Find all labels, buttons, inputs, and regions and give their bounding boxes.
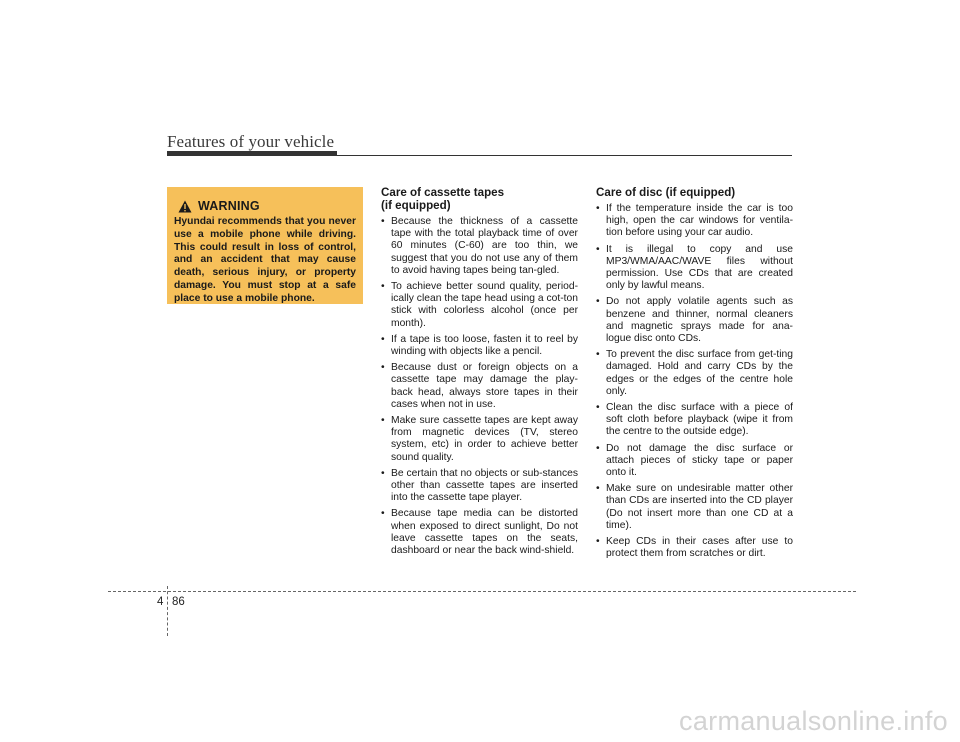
chapter-number: 4 — [157, 596, 164, 608]
list-item: • If the temperature inside the car is too high, open the car windows for ventila-tion before using your car audio. — [596, 203, 793, 240]
list-item: • Because the thickness of a cassette tape with the total playback time of over 60 minutes (C-60) are too thin, we suggest that you do not use any of them to avoid having tapes being tan-gled. — [381, 216, 578, 277]
footer-divider — [108, 591, 856, 592]
list-item: • If a tape is too loose, fasten it to reel by winding with objects like a pencil. — [381, 334, 578, 358]
list-item: • Be certain that no objects or sub-stances other than cassette tapes are inserted into the cassette tape player. — [381, 468, 578, 505]
list-item: • Make sure on undesirable matter other than CDs are inserted into the CD player (Do not insert more than one CD at a time). — [596, 483, 793, 532]
list-item: • Clean the disc surface with a piece of soft cloth before playback (wipe it from the centre to the outside edge). — [596, 402, 793, 439]
watermark-text: carmanualsonline.info — [679, 706, 948, 736]
cassette-section — [381, 186, 578, 561]
disc-section-title: Care of disc (if equipped) — [596, 186, 736, 199]
cassette-title-line1: Care of cassette tapes — [381, 186, 505, 199]
list-item: • Do not apply volatile agents such as benzene and thinner, normal cleaners and magnetic sprays made for ana-logue disc onto CDs. — [596, 296, 793, 345]
list-item: • To prevent the disc surface from get-ting damaged. Hold and carry CDs by the edges or the edges of the centre hole only. — [596, 349, 793, 398]
warning-triangle-icon — [178, 200, 192, 213]
header-rule-thick — [167, 151, 337, 156]
list-item: • Keep CDs in their cases after use to protect them from scratches or dirt. — [596, 536, 793, 560]
warning-box — [167, 187, 363, 304]
warning-text: Hyundai recommends that you never use a mobile phone while driving. This could result in loss of control, and an accident that may cause death, serious injury, or property damage. You must stop at a safe place to use a mobile phone. — [174, 216, 356, 304]
page-header-title: Features of your vehicle — [167, 132, 335, 151]
list-item: • Because tape media can be distorted when exposed to direct sunlight, Do not leave cassette tapes on the seats, dashboard or near the back wind-shield. — [381, 508, 578, 557]
warning-title: WARNING — [198, 199, 260, 213]
cassette-section-title — [381, 186, 578, 212]
list-item: • Do not damage the disc surface or attach pieces of sticky tape or paper onto it. — [596, 443, 793, 480]
cassette-list — [381, 216, 578, 557]
warning-header — [178, 198, 356, 214]
list-item: • It is illegal to copy and use MP3/WMA/AAC/WAVE files without permission. Use CDs that are created only by lawful means. — [596, 244, 793, 293]
header-rule-thin — [337, 155, 792, 156]
list-item: • Make sure cassette tapes are kept away from magnetic devices (TV, stereo system, etc) in order to achieve better sound quality. — [381, 415, 578, 464]
list-item: • Because dust or foreign objects on a cassette tape may damage the play-back head, always store tapes in their cases when not in use. — [381, 362, 578, 411]
cassette-title-line2: (if equipped) — [381, 199, 451, 212]
list-item: • To achieve better sound quality, period-ically clean the tape head using a cot-ton stick with colorless alcohol (once per month). — [381, 281, 578, 330]
page-number: 86 — [172, 596, 185, 608]
disc-list — [596, 203, 793, 560]
footer-vertical-divider — [167, 586, 168, 636]
disc-section — [596, 186, 793, 564]
